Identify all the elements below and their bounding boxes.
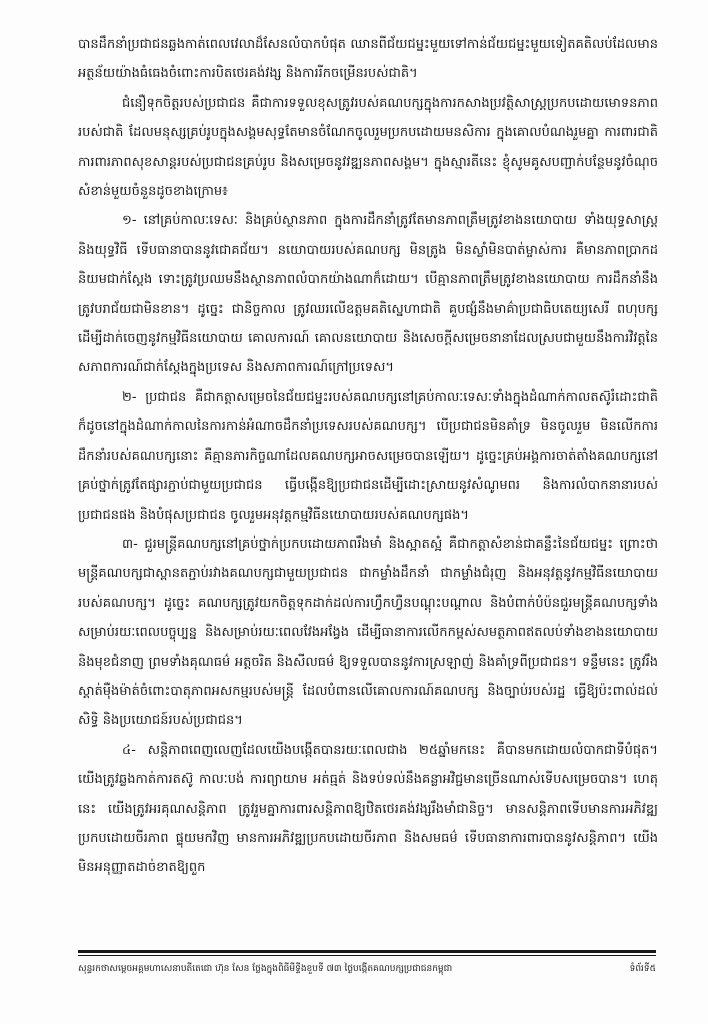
body-text <box>78 30 658 930</box>
footer-divider-thin <box>78 955 656 956</box>
paragraph-point-1: ១- នៅគ្រប់កាលៈទេសៈ និងគ្រប់ស្ថានភាព ក្នុងការដឹកនាំត្រូវតែមានភាពត្រឹមត្រូវខាងនយោបាយ ទាំងយុទ្ធសាស្ត្រ និងយុទ្ធវិធី ទើបធានាបាននូវជោគជ័យ។ នយោបាយរបស់គណបក្ស មិនត្រូង មិនស្លាំមិនបាត់ម្ចាស់ការ គឺមានភាពប្រាកដនិយមជាក់ស្តែង ទោះត្រូវប្រឈមនឹងស្ថានភាពលំបាកយ៉ាងណាក៏ដោយ។ បើគ្មានភាពត្រឹមត្រូវខាងនយោបាយ ការដឹកនាំនឹងត្រូវបរាជ័យជាមិនខាន។ ដូច្នេះ ជានិច្ចកាល ត្រូវឈរលើឧត្តមគតិស្នេហាជាតិ គួបផ្សំនឹងមាគ៌ាប្រជាធិបតេយ្យសេរី ពហុបក្ស ដើម្បីដាក់ចេញនូវកម្មវិធីនយោបាយ គោលការណ៍ គោលនយោបាយ និងសេចក្តីសម្រេចនានាដែលស្របជាមួយនឹងការវិវត្តនៃសភាពការណ៍ជាក់ស្តែងក្នុងប្រទេស និងសភាពការណ៍ក្រៅប្រទេស។ <box>78 213 658 376</box>
page-number: ទំព័រទី៥ <box>629 964 656 974</box>
paragraph-point-4: ៤- សន្តិភាពពេញលេញដែលយើងបង្កើតបានរយៈពេលជាង ២៥ឆ្នាំមកនេះ គឺបានមកដោយលំបាកជាទីបំផុត។ យើងត្រូវឆ្លងកាត់ការតស៊ូ កាលៈបង់ ការព្យាយាម អត់ធ្មត់ និងទប់ទល់នឹងគន្លាអវិជ្ជមានច្រើនណាស់ទើបសម្រេចបាន។ ហេតុនេះ យើងត្រូវអរគុណសន្តិភាព ត្រូវរួមគ្នាការពារសន្តិភាពឱ្យឋិតថេរគង់វង្សរឹងមាំជានិច្ច។ មានសន្តិភាពទើបមានការអភិវឌ្ឍប្រកបដោយចីរភាព ផ្ទុយមកវិញ មានការអភិវឌ្ឍប្រកបដោយចីរភាព និងសមធម៌ ទើបធានាការពារបាននូវសន្តិភាព។ យើងមិនអនុញ្ញាតដាច់ខាតឱ្យពួក <box>78 742 658 876</box>
paragraph-point-2: ២- ប្រជាជន គឺជាកត្តាសម្រេចនៃជ័យជម្នះរបស់គណបក្សនៅគ្រប់កាលៈទេសៈទាំងក្នុងដំណាក់កាលតស៊ូរំដោះជាតិ ក៏ដូចនៅក្នុងដំណាក់កាលនៃការកាន់អំណាចដឹកនាំប្រទេសរបស់គណបក្ស។ បើប្រជាជនមិនគាំទ្រ មិនចូលរួម មិនលើកការដឹកនាំរបស់គណបក្សនោះ គឺគ្មានភារកិច្ចណាដែលគណបក្សអាចសម្រេចបានឡើយ។ ដូច្នេះគ្រប់អង្គការចាត់តាំងគណបក្សនៅគ្រប់ថ្នាក់ត្រូវតែផ្សារភ្ជាប់ជាមួយប្រជាជន ធ្វើបង្កើនឱ្យប្រជាជនដើម្បីដោះស្រាយនូវសំណូមពរ និងការលំបាកនានារបស់ប្រជាជនផង និងបំផុសប្រជាជន ចូលរួមអនុវត្តកម្មវិធីនយោបាយរបស់គណបក្សផង។ <box>78 389 658 523</box>
paragraph-point-3: ៣- ជួរមន្ត្រីគណបក្សនៅគ្រប់ថ្នាក់ប្រកបដោយភាពរឹងមាំ និងស្អាតស្អំ គឺជាកត្តាសំខាន់ជាគន្លឹះនៃជ័យជម្នះ ព្រោះថាមន្ត្រីគណបក្សជាស្ពានតភ្ជាប់រវាងគណបក្សជាមួយប្រជាជន ជាកម្លាំងដឹកនាំ ជាកម្លាំងជំរុញ និងអនុវត្តនូវកម្មវិធីនយោបាយរបស់គណបក្ស។ ដូច្នេះ គណបក្សត្រូវយកចិត្តទុកដាក់ដល់ការហ្វឹកហ្វឺនបណ្តុះបណ្តាល និងបំពាក់បំប៉នជួរមន្ត្រីគណបក្សទាំងសម្រាប់រយៈពេលបច្ចុប្បន្ន និងសម្រាប់រយៈពេលវែងអង្វែង ដើម្បីធានាការលើកកម្ពស់សមត្ថភាពឥតលប់ទាំងខាងនយោបាយ និងមុខជំនាញ ព្រមទាំងគុណធម៌ អត្តចរិត និងសីលធម៌ ឱ្យទទួលបាននូវការស្រឡាញ់ និងគាំទ្រពីប្រជាជន។ ទន្ទឹមនេះ ត្រូវរឹងស្តាត់ម៉ឺងម៉ាត់ចំពោះបាតុភាពអសកម្មរបស់មន្ត្រី ដែលបំពានលើគោលការណ៍គណបក្ស និងច្បាប់របស់រដ្ឋ ធ្វើឱ្យប៉ះពាល់ដល់សិទ្ធិ និងប្រយោជន៍របស់ប្រជាជន។ <box>78 536 658 729</box>
footer-divider <box>78 950 656 953</box>
paragraph-continuation: បានដឹកនាំប្រជាជនឆ្លងកាត់ពេលវេលាដ៏សែនលំបាកបំផុត ឈានពីជ័យជម្នះមួយទៅកាន់ជ័យជម្នះមួយទៀតគតិលប់ដែលមានអត្ថន័យយ៉ាងធំធេងចំពោះការបិតថេរគង់វង្ស និងការរីកចម្រើនរបស់ជាតិ។ <box>78 37 658 82</box>
paragraph-trust: ជំនឿទុកចិត្តរបស់ប្រជាជន គឺជាការទទួលខុសត្រូវរបស់គណបក្សក្នុងការកសាងប្រវត្តិសាស្ត្រប្រកបដោយមោទនភាពរបស់ជាតិ ដែលមនុស្សគ្រប់រូបក្នុងសង្គមសុទ្ធតែមានចំណែកចូលរួមប្រកបដោយមនសិការ ក្នុងគោលបំណងរួមគ្នា ការពារជាតិ ការពារភាពសុខសាន្តរបស់ប្រជាជនគ្រប់រូប និងសម្រេចនូវវឌ្ឍនភាពសង្គម។ ក្នុងស្មារតីនេះ ខ្ញុំសូមគូសបញ្ជាក់បន្ថែមនូវចំណុចសំខាន់មួយចំនួនដូចខាងក្រោម៖ <box>78 95 658 200</box>
footer-caption: សុន្ទរកថាសម្តេចអគ្គមហាសេនាបតីតេជោ ហ៊ុន សែន ថ្លែងក្នុងពិធីមីទ្ទីងខួបទី ៧៣ ថ្ងៃបង្កើតគណបក្សប្រជាជនកម្ពុជា <box>78 964 453 974</box>
